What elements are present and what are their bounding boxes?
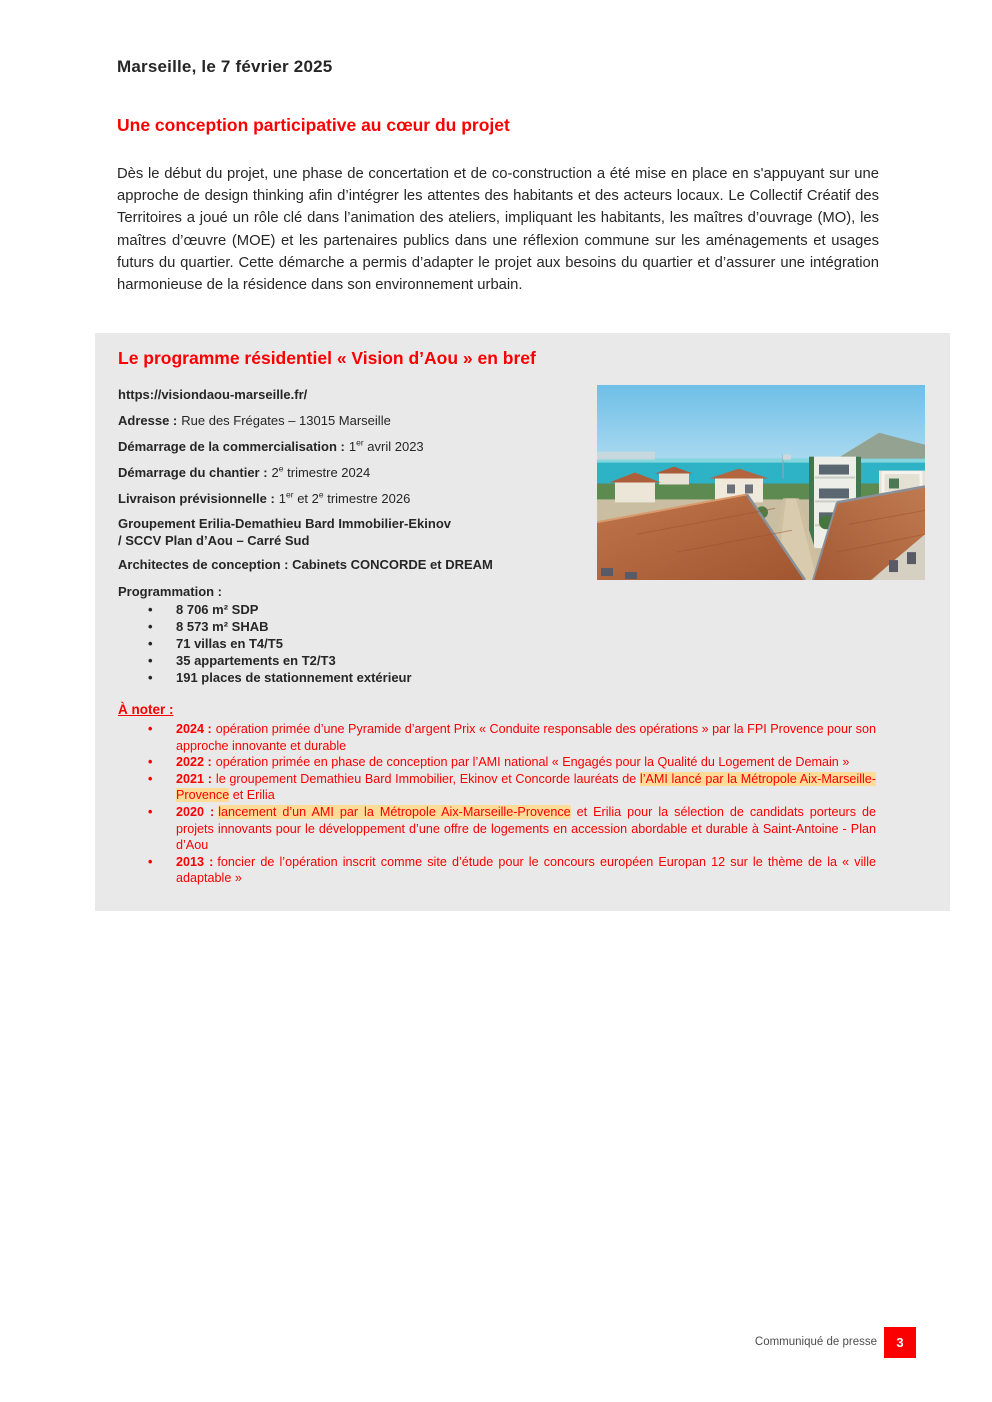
program-infobox bbox=[95, 333, 950, 911]
participation-paragraph: Dès le début du projet, une phase de concertation et de co-construction a été mise en place en s'appuyant sur une approche de design thinking afin d’intégrer les attentes des habitants et des acteurs locaux. Le Collectif Créatif des Territoires a joué un rôle clé dans l’animation des ateliers, impliquant les habitants, les maîtres d’ouvrage (MO), les maîtres d’œuvre (MOE) et les partenaires publics dans une réflexion commune sur les aménagements et usages futurs du quartier. Cette démarche a permis d’adapter le projet aux besoins du quartier et d’assurer une intégration harmonieuse de la résidence dans son environnement urbain. bbox=[117, 165, 879, 294]
note-item-2022: • 2022 : opération primée en phase de conception par l’AMI national « Engagés pour la Qualité du Logement de Demain » bbox=[118, 754, 876, 771]
address-line bbox=[118, 413, 391, 428]
date-line: Marseille, le 7 février 2025 bbox=[117, 57, 333, 76]
notes-label: À noter : bbox=[118, 702, 174, 717]
chantier-line: Démarrage du chantier : 2e trimestre 2024 bbox=[118, 463, 371, 480]
section-title-participation: Une conception participative au cœur du projet bbox=[117, 115, 510, 135]
list-item: • 8 706 m² SDP bbox=[118, 601, 412, 618]
list-item: • 8 573 m² SHAB bbox=[118, 618, 412, 635]
page-number-badge: 3 bbox=[884, 1327, 916, 1358]
livraison-label: Livraison prévisionnelle : bbox=[118, 491, 275, 506]
list-item: • 71 villas en T4/T5 bbox=[118, 635, 412, 652]
note-item-2021: • 2021 : le groupement Demathieu Bard Immobilier, Ekinov et Concorde lauréats de l’AMI lancé par la Métropole Aix-Marseille-Provence et Erilia bbox=[118, 771, 876, 804]
chantier-label: Démarrage du chantier : bbox=[118, 465, 268, 480]
notes-list bbox=[118, 721, 876, 887]
list-item: • 35 appartements en T2/T3 bbox=[118, 652, 412, 669]
architectes-line: Architectes de conception : Cabinets CONCORDE et DREAM bbox=[118, 557, 493, 572]
programmation-list bbox=[118, 601, 412, 686]
programmation-label: Programmation : bbox=[118, 584, 223, 599]
residence-aerial-photo bbox=[597, 385, 925, 580]
infobox-title: Le programme résidentiel « Vision d’Aou » en bref bbox=[118, 348, 536, 368]
address-value: Rue des Frégates – 13015 Marseille bbox=[181, 413, 391, 428]
livraison-line: Livraison prévisionnelle : 1er et 2e trimestre 2026 bbox=[118, 489, 411, 506]
note-item-2013: • 2013 : foncier de l’opération inscrit comme site d’étude pour le concours européen Europan 12 sur le thème de la « ville adaptable » bbox=[118, 854, 876, 887]
note-item-2020: • 2020 : lancement d’un AMI par la Métropole Aix-Marseille-Provence et Erilia pour la sélection de candidats porteurs de projets innovants pour le développement d’une offre de logements en accession abordable et durable à Saint-Antoine - Plan d’Aou bbox=[118, 804, 876, 854]
address-label: Adresse : bbox=[118, 413, 178, 428]
commercialisation-line: Démarrage de la commercialisation : 1er avril 2023 bbox=[118, 437, 424, 454]
note-item-2024: • 2024 : opération primée d’une Pyramide d’argent Prix « Conduite responsable des opérations » par la FPI Provence pour son approche innovante et durable bbox=[118, 721, 876, 754]
website-link[interactable]: https://visiondaou-marseille.fr/ bbox=[118, 387, 308, 402]
groupement-line: Groupement Erilia-Demathieu Bard Immobilier-Ekinov / SCCV Plan d’Aou – Carré Sud bbox=[118, 516, 452, 548]
footer-label: Communiqué de presse bbox=[754, 1336, 877, 1348]
commercialisation-label: Démarrage de la commercialisation : bbox=[118, 439, 345, 454]
list-item: • 191 places de stationnement extérieur bbox=[118, 669, 412, 686]
